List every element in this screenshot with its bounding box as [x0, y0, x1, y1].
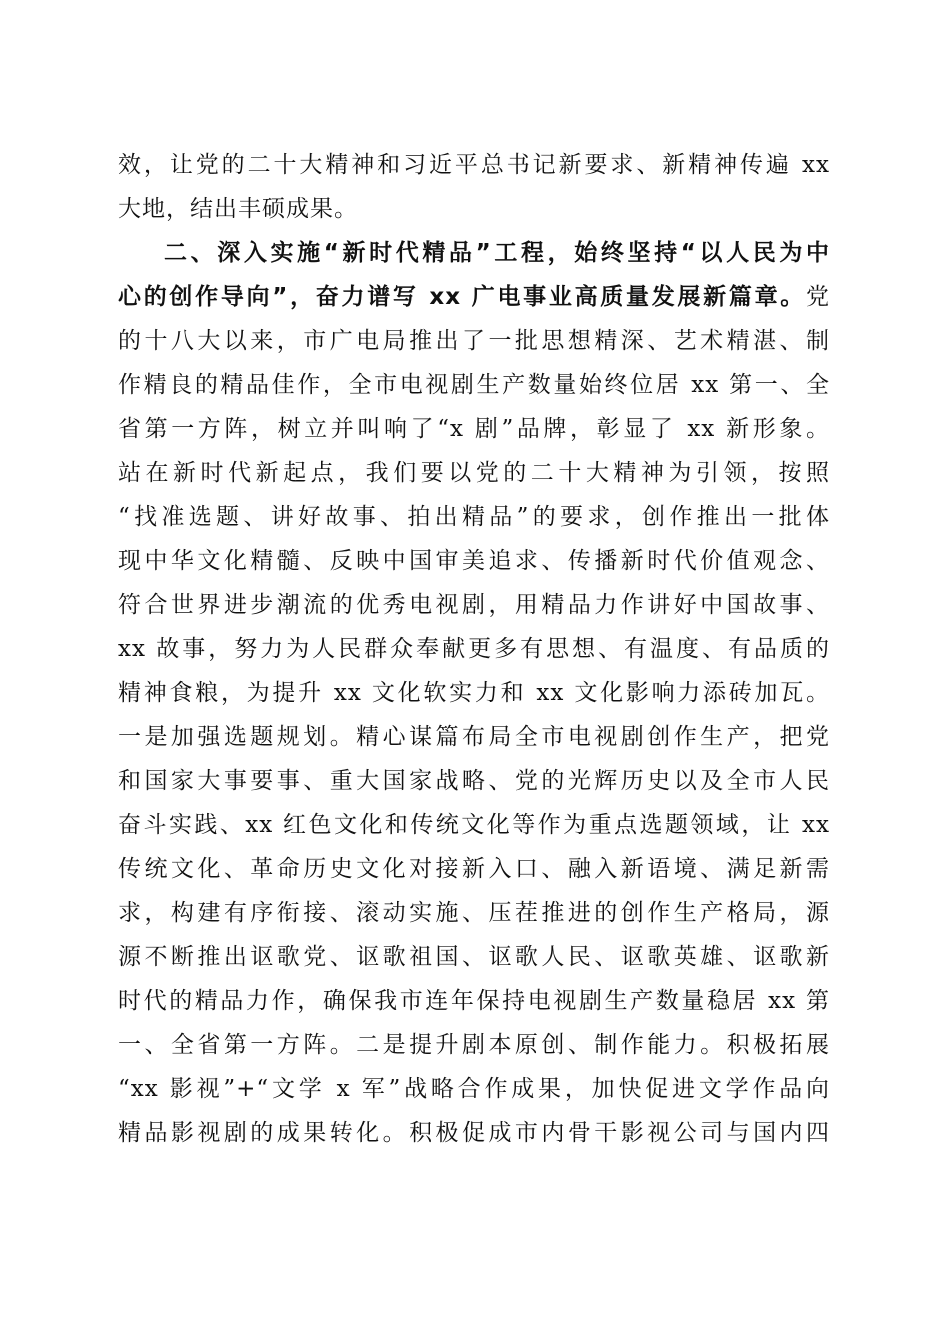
text-line: 奋斗实践、xx 红色文化和传统文化等作为重点选题领域，让 xx [118, 812, 830, 838]
text-line: 现中华文化精髓、反映中国审美追求、传播新时代价值观念、 [118, 548, 830, 574]
text-line: 求，构建有序衔接、滚动实施、压茬推进的创作生产格局，源 [118, 900, 830, 926]
text-line: 站在新时代新起点，我们要以党的二十大精神为引领，按照 [118, 460, 830, 486]
text-line: 精品影视剧的成果转化。积极促成市内骨干影视公司与国内四 [118, 1120, 830, 1146]
text-line: 一、全省第一方阵。二是提升剧本原创、制作能力。积极拓展 [118, 1032, 830, 1058]
text-line: 一是加强选题规划。精心谋篇布局全市电视剧创作生产，把党 [118, 724, 830, 750]
text-line: 源不断推出讴歌党、讴歌祖国、讴歌人民、讴歌英雄、讴歌新 [118, 944, 830, 970]
text-line: xx 故事，努力为人民群众奉献更多有思想、有温度、有品质的 [118, 636, 830, 662]
section-heading-end: 心的创作导向”，奋力谱写 xx 广电事业高质量发展新篇章。 [118, 284, 806, 310]
text-line: 时代的精品力作，确保我市连年保持电视剧生产数量稳居 xx 第 [118, 988, 830, 1014]
text-line: 作精良的精品佳作，全市电视剧生产数量始终位居 xx 第一、全 [118, 372, 830, 398]
text-line: 大地，结出丰硕成果。 [118, 196, 358, 222]
text-line: 传统文化、革命历史文化对接新入口、融入新语境、满足新需 [118, 856, 830, 882]
text-line: “找准选题、讲好故事、拍出精品”的要求，创作推出一批体 [118, 504, 830, 530]
document-body [118, 143, 830, 1155]
text-line: 精神食粮，为提升 xx 文化软实力和 xx 文化影响力添砖加瓦。 [118, 680, 830, 706]
text-line: 符合世界进步潮流的优秀电视剧，用精品力作讲好中国故事、 [118, 592, 830, 618]
text-line: 效，让党的二十大精神和习近平总书记新要求、新精神传遍 xx [118, 152, 830, 178]
text-line: 和国家大事要事、重大国家战略、党的光辉历史以及全市人民 [118, 768, 830, 794]
text-fragment: 党 [806, 284, 830, 310]
section-heading: 二、深入实施“新时代精品”工程，始终坚持“以人民为中 [164, 240, 830, 266]
text-line: 省第一方阵，树立并叫响了“x 剧”品牌，彰显了 xx 新形象。 [118, 416, 830, 442]
section-heading-continued [118, 275, 830, 319]
text-line: “xx 影视”+“文学 x 军”战略合作成果，加快促进文学作品向 [118, 1076, 830, 1102]
text-line: 的十八大以来，市广电局推出了一批思想精深、艺术精湛、制 [118, 328, 830, 354]
